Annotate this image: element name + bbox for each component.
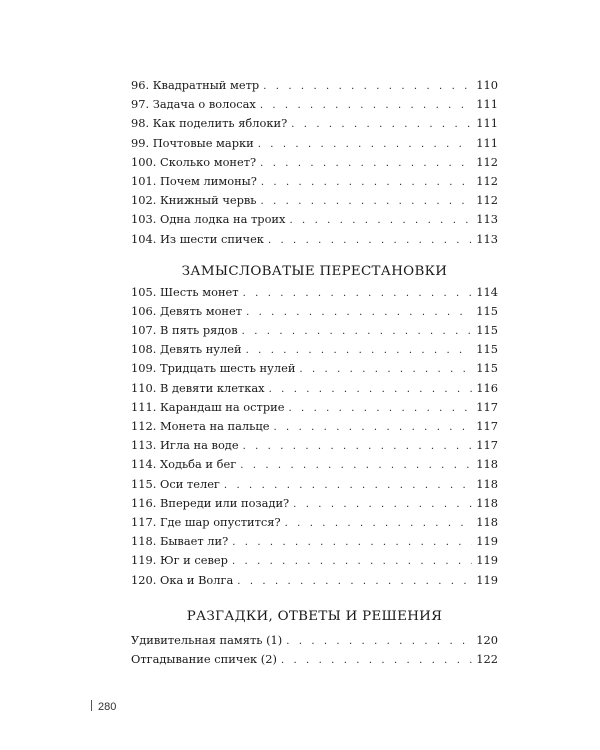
toc-entry-title: 107. В пять рядов xyxy=(131,323,238,338)
toc-entry-page: 117 xyxy=(476,419,498,433)
toc-entry xyxy=(131,76,498,95)
toc-section xyxy=(131,76,498,249)
toc-entry xyxy=(131,114,498,133)
dot-leader xyxy=(263,77,472,96)
section-heading: ЗАМЫСЛОВАТЫЕ ПЕРЕСТАНОВКИ xyxy=(181,263,448,279)
toc-entry xyxy=(131,302,498,321)
dot-leader xyxy=(261,173,472,192)
toc-entry-title: 111. Карандаш на острие xyxy=(131,399,285,414)
toc-entry-title: 118. Бывает ли? xyxy=(131,534,229,549)
dot-leader xyxy=(293,495,472,514)
toc-entry-title: 98. Как поделить яблоки? xyxy=(131,116,288,131)
toc-entry xyxy=(131,650,498,669)
toc-entry xyxy=(131,191,498,210)
toc-entry-title: 104. Из шести спичек xyxy=(131,231,264,246)
toc-entry-page: 120 xyxy=(476,632,498,647)
dot-leader xyxy=(269,380,473,399)
toc-entry-page: 113 xyxy=(476,212,498,227)
toc-entry-page: 118 xyxy=(476,476,498,491)
dot-leader xyxy=(260,154,472,173)
toc-entry-page: 112 xyxy=(476,193,498,208)
toc-entry-page: 111 xyxy=(476,116,498,131)
toc-entry xyxy=(131,379,498,398)
toc-entry xyxy=(131,513,498,532)
toc-entry-title: 99. Почтовые марки xyxy=(131,135,254,150)
dot-leader xyxy=(285,514,473,533)
dot-leader xyxy=(246,303,472,322)
toc-entry-title: 110. В девяти клетках xyxy=(131,380,265,395)
toc-entry-page: 118 xyxy=(476,495,498,510)
toc-entry-title: 100. Сколько монет? xyxy=(131,154,257,169)
toc-entry xyxy=(131,398,498,417)
dot-leader xyxy=(286,632,472,651)
toc-entry xyxy=(131,571,498,590)
toc-entry-page: 118 xyxy=(476,457,498,472)
toc-entry-page: 119 xyxy=(476,553,498,568)
toc-entry xyxy=(131,210,498,229)
dot-leader xyxy=(288,399,472,418)
footer-divider xyxy=(91,700,92,711)
dot-leader xyxy=(243,437,473,456)
dot-leader xyxy=(232,552,472,571)
toc-entry xyxy=(131,417,498,436)
toc-entry-title: 119. Юг и север xyxy=(131,553,228,568)
toc-entry-title: 109. Тридцать шесть нулей xyxy=(131,361,296,376)
toc-entry-page: 117 xyxy=(476,399,498,414)
toc-entry-title: 108. Девять нулей xyxy=(131,342,242,357)
toc-entry xyxy=(131,153,498,172)
toc-entry-title: Удивительная память (1) xyxy=(131,632,283,647)
toc-entry-page: 115 xyxy=(476,342,498,357)
toc-entry-page: 112 xyxy=(476,154,498,169)
toc-entry-title: 97. Задача о волосах xyxy=(131,97,256,112)
toc-entry-title: 103. Одна лодка на троих xyxy=(131,212,286,227)
dot-leader xyxy=(243,284,473,303)
toc-entry xyxy=(131,532,498,551)
dot-leader xyxy=(291,115,472,134)
dot-leader xyxy=(261,192,473,211)
dot-leader xyxy=(237,572,472,591)
dot-leader xyxy=(242,322,473,341)
toc-entry-page: 118 xyxy=(476,514,498,529)
toc-entry xyxy=(131,436,498,455)
toc-entry xyxy=(131,283,498,302)
toc-entry xyxy=(131,134,498,153)
toc-entry-title: 116. Впереди или позади? xyxy=(131,495,290,510)
toc-entry xyxy=(131,359,498,378)
toc-entry-page: 115 xyxy=(476,303,498,318)
section-heading: РАЗГАДКИ, ОТВЕТЫ И РЕШЕНИЯ xyxy=(186,608,443,624)
toc-entry-title: Отгадывание спичек (2) xyxy=(131,651,277,666)
toc-entry-title: 120. Ока и Волга xyxy=(131,572,234,587)
toc-entry xyxy=(131,321,498,340)
dot-leader xyxy=(268,231,472,250)
toc-entry-title: 96. Квадратный метр xyxy=(131,78,260,92)
page-number: 280 xyxy=(98,701,117,713)
toc-entry-title: 115. Оси телег xyxy=(131,476,220,491)
dot-leader xyxy=(258,135,473,154)
dot-leader xyxy=(246,341,473,360)
toc-entry xyxy=(131,455,498,474)
dot-leader xyxy=(273,418,472,437)
dot-leader xyxy=(281,651,472,670)
toc-entry-page: 114 xyxy=(476,284,498,299)
toc-entry-title: 102. Книжный червь xyxy=(131,193,257,208)
toc-section xyxy=(131,607,498,669)
toc-entry xyxy=(131,494,498,513)
table-of-contents xyxy=(131,76,498,669)
toc-entry-page: 110 xyxy=(476,78,498,92)
toc-entry-page: 119 xyxy=(476,534,498,549)
dot-leader xyxy=(240,456,472,475)
dot-leader xyxy=(299,360,472,379)
toc-entry xyxy=(131,172,498,191)
toc-entry xyxy=(131,475,498,494)
dot-leader xyxy=(224,476,472,495)
toc-entry-page: 111 xyxy=(476,135,498,150)
dot-leader xyxy=(289,211,472,230)
dot-leader xyxy=(232,533,472,552)
toc-entry-page: 113 xyxy=(476,231,498,246)
toc-entry-page: 115 xyxy=(476,361,498,376)
toc-entry-page: 112 xyxy=(476,173,498,188)
toc-entry xyxy=(131,551,498,570)
toc-entry-page: 115 xyxy=(476,323,498,338)
page-footer xyxy=(91,700,116,713)
toc-entry xyxy=(131,340,498,359)
toc-entry-page: 116 xyxy=(476,380,498,395)
toc-entry-page: 119 xyxy=(476,572,498,587)
toc-entry-page: 122 xyxy=(476,651,498,666)
toc-entry-title: 106. Девять монет xyxy=(131,303,243,318)
toc-entry-page: 117 xyxy=(476,438,498,453)
toc-entry-title: 105. Шесть монет xyxy=(131,284,239,299)
toc-entry-title: 114. Ходьба и бег xyxy=(131,457,237,472)
toc-entry xyxy=(131,95,498,114)
toc-entry-title: 112. Монета на пальце xyxy=(131,419,270,433)
toc-entry-title: 117. Где шар опустится? xyxy=(131,514,281,529)
dot-leader xyxy=(260,96,472,115)
toc-entry-page: 111 xyxy=(476,97,498,112)
toc-entry-title: 113. Игла на воде xyxy=(131,438,239,453)
toc-entry xyxy=(131,631,498,650)
toc-section xyxy=(131,262,498,590)
toc-entry-title: 101. Почем лимоны? xyxy=(131,173,257,188)
toc-entry xyxy=(131,230,498,249)
